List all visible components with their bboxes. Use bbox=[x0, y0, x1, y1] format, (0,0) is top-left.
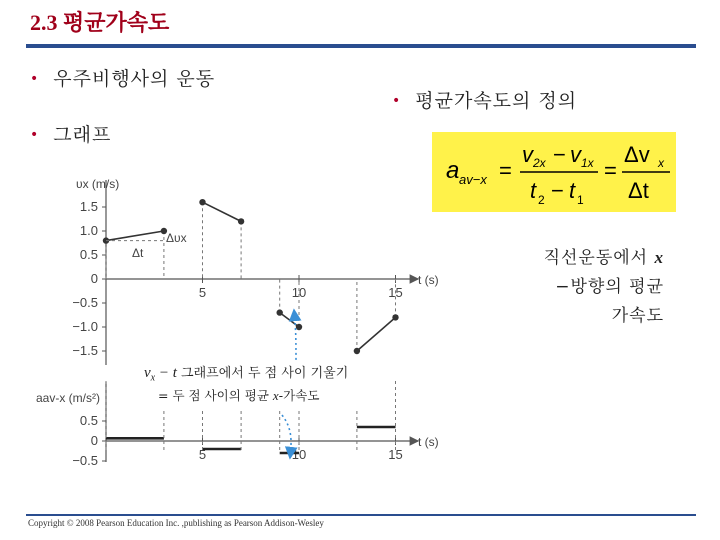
velocity-point bbox=[354, 348, 360, 354]
formula-v2-sub: 2x bbox=[533, 156, 546, 170]
page-title: 2.3 평균가속도 bbox=[30, 10, 170, 35]
bottom-graph-t-label: t (s) bbox=[418, 435, 439, 449]
bullet-astronaut bbox=[30, 64, 215, 91]
formula-eq1: = bbox=[499, 158, 512, 183]
top-y-tick-label: −0.5 bbox=[72, 295, 98, 310]
velocity-acceleration-graphs bbox=[0, 170, 440, 470]
formula-v2: v bbox=[522, 142, 533, 167]
top-graph-segments bbox=[103, 199, 399, 354]
bottom-graph-y-ticks bbox=[72, 413, 106, 468]
formula-box bbox=[432, 132, 676, 212]
note-v: v bbox=[144, 365, 151, 381]
top-graph-t-label: t (s) bbox=[418, 273, 439, 287]
slope-note bbox=[144, 362, 380, 410]
formula-minus2: − bbox=[551, 178, 564, 203]
formula-t2: t bbox=[530, 178, 537, 203]
formula-delta-t: Δt bbox=[628, 178, 649, 203]
note-line1: 그래프에서 두 점 사이 기울기 bbox=[176, 366, 349, 381]
bottom-y-tick-label: 0.5 bbox=[79, 413, 98, 428]
velocity-point bbox=[277, 309, 283, 315]
top-x-tick-label: 15 bbox=[388, 285, 403, 300]
top-y-tick-label: −1.0 bbox=[72, 319, 98, 334]
note-line2-post: -가속도 bbox=[278, 388, 320, 403]
desc-line2: −방향의 평균 bbox=[555, 277, 664, 297]
top-y-tick-label: −1.5 bbox=[72, 343, 98, 358]
formula-t1: t bbox=[569, 178, 576, 203]
top-y-tick-label: 1.5 bbox=[79, 199, 98, 214]
top-y-tick-label: 0.5 bbox=[79, 247, 98, 262]
copyright-text: Copyright © 2008 Pearson Education Inc. ,publishing as Pearson Addison-Wesley bbox=[28, 518, 324, 528]
bottom-x-tick-label: 5 bbox=[198, 447, 207, 462]
formula-v1-sub: 1x bbox=[581, 156, 594, 170]
top-x-tick-label: 5 bbox=[198, 285, 207, 300]
top-graph-y-ticks bbox=[72, 199, 106, 358]
velocity-segment bbox=[280, 313, 299, 327]
bottom-graph-ylabel: aav-x (m/s²) bbox=[36, 391, 100, 405]
bottom-x-tick-label: 10 bbox=[291, 447, 307, 462]
bullet-graph-text: 그래프 bbox=[53, 124, 112, 146]
desc-x-var: x bbox=[654, 248, 664, 267]
bullet-definition-text: 평균가속도의 정의 bbox=[415, 90, 578, 112]
top-graph-ylabel: υx (m/s) bbox=[76, 177, 120, 191]
bullet-dot-icon: • bbox=[392, 93, 402, 109]
formula-delta-v: Δv bbox=[624, 142, 650, 167]
slope-arrow-icon bbox=[294, 310, 296, 365]
formula-lhs-sub: av−x bbox=[459, 172, 487, 187]
note-x-var: x bbox=[272, 388, 279, 403]
delta-t-label: Δt bbox=[132, 246, 144, 260]
formula-v1: v bbox=[570, 142, 581, 167]
footer-divider bbox=[26, 514, 696, 516]
bottom-y-tick-label: 0 bbox=[90, 433, 98, 448]
bullet-graph bbox=[30, 120, 111, 147]
formula-t1-sub: 1 bbox=[577, 193, 584, 207]
delta-vx-label: Δυx bbox=[166, 231, 187, 245]
title-divider bbox=[26, 44, 696, 48]
formula-t2-sub: 2 bbox=[538, 193, 545, 207]
velocity-point bbox=[296, 324, 302, 330]
top-y-tick-label: 1.0 bbox=[79, 223, 98, 238]
bottom-y-tick-label: −0.5 bbox=[72, 453, 98, 468]
bullet-dot-icon: • bbox=[30, 71, 40, 87]
formula-delta-v-sub: x bbox=[658, 156, 664, 170]
velocity-segment bbox=[106, 231, 164, 241]
desc-line1: 직선운동에서 bbox=[543, 248, 655, 268]
bottom-x-tick-label: 15 bbox=[388, 447, 403, 462]
acceleration-arrow-icon bbox=[282, 415, 291, 458]
note-v-sub: x bbox=[150, 372, 156, 384]
formula-eq2: = bbox=[604, 158, 617, 183]
velocity-point bbox=[199, 199, 205, 205]
top-y-tick-label: 0 bbox=[90, 271, 98, 286]
bullet-dot-icon: • bbox=[30, 127, 40, 143]
average-acceleration-formula bbox=[432, 132, 676, 212]
top-x-tick-label: 10 bbox=[291, 285, 307, 300]
velocity-point bbox=[392, 314, 398, 320]
definition-description bbox=[484, 243, 664, 331]
bullet-definition bbox=[392, 86, 577, 113]
velocity-segment bbox=[357, 317, 396, 351]
note-line2-pre: = 두 점 사이의 평균 bbox=[158, 388, 273, 403]
note-dash-t: − t bbox=[155, 365, 177, 381]
formula-lhs: a bbox=[446, 157, 460, 184]
desc-line3: 가속도 bbox=[611, 306, 664, 326]
bullet-astronaut-text: 우주비행사의 운동 bbox=[53, 68, 216, 90]
formula-minus1: − bbox=[553, 142, 566, 167]
velocity-point bbox=[238, 218, 244, 224]
velocity-segment bbox=[203, 202, 242, 221]
